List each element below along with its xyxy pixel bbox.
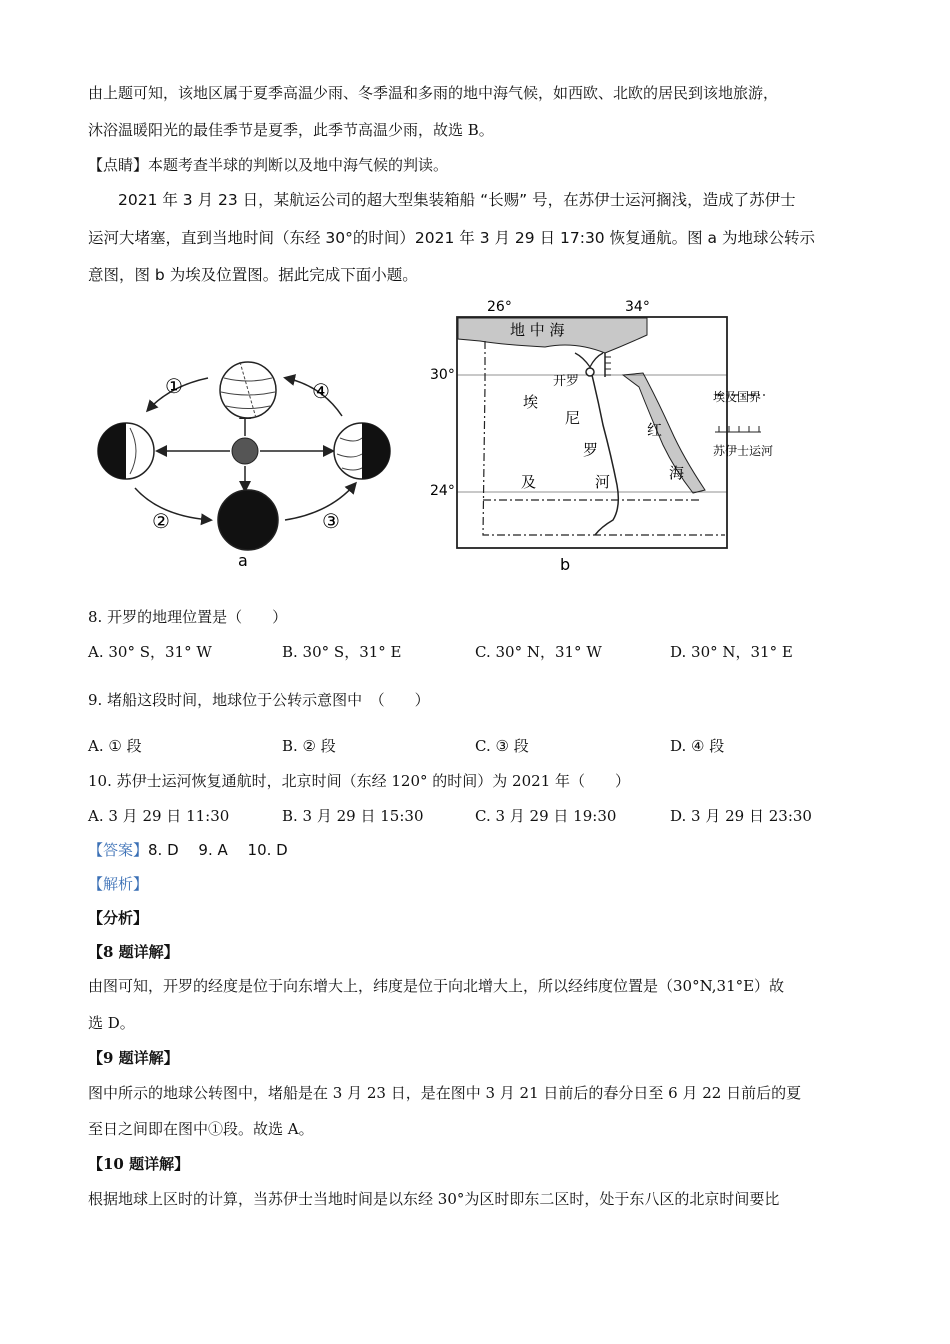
orbit-label-3: ③ xyxy=(322,509,340,533)
question-8-stem: 8. 开罗的地理位置是（ ） xyxy=(88,608,288,626)
map-label-cairo: 开罗 xyxy=(553,374,580,389)
passage-line-3: 意图，图 b 为埃及位置图。据此完成下面小题。 xyxy=(88,266,418,284)
map-label-nile-2: 罗 xyxy=(583,441,599,459)
map-label-mediterranean: 地 中 海 xyxy=(510,321,565,339)
q10-option-a: A. 3 月 29 日 11:30 xyxy=(88,807,230,825)
q8-option-a: A. 30° S，31° W xyxy=(88,643,212,661)
q8-detail-line-1: 由图可知，开罗的经度是位于向东增大上，纬度是位于向北增大上，所以经纬度位置是（30°N,31°E）故 xyxy=(88,977,785,995)
q10-option-d: D. 3 月 29 日 23:30 xyxy=(670,807,812,825)
earth-bottom-icon xyxy=(218,490,278,550)
lat-label-24: 24° xyxy=(430,483,455,499)
legend-canal-label: 苏伊士运河 xyxy=(713,444,774,458)
q9-option-a: A. ① 段 xyxy=(88,737,142,755)
intro-line-1: 由上题可知，该地区属于夏季高温少雨、冬季温和多雨的地中海气候，如西欧、北欧的居民到该地旅游， xyxy=(88,84,779,102)
intro-note: 【点睛】本题考查半球的判断以及地中海气候的判读。 xyxy=(88,156,449,174)
earth-top-icon xyxy=(220,362,276,418)
q10-option-c: C. 3 月 29 日 19:30 xyxy=(475,807,617,825)
lon-label-26: 26° xyxy=(487,299,512,315)
q9-option-d: D. ④ 段 xyxy=(670,737,725,755)
intro-line-2: 沐浴温暖阳光的最佳季节是夏季，此季节高温少雨，故选 B。 xyxy=(88,121,494,139)
earth-right-icon xyxy=(334,423,390,479)
q9-option-c: C. ③ 段 xyxy=(475,737,529,755)
lon-label-34: 34° xyxy=(625,299,650,315)
figure-a-orbit-diagram xyxy=(90,298,410,583)
analysis-label: 【解析】 xyxy=(88,875,149,893)
figure-b-caption: b xyxy=(560,555,571,574)
answer-text: 8. D 9. A 10. D xyxy=(148,841,288,859)
earth-left-icon xyxy=(98,423,154,479)
legend-border-label: 埃及国界 xyxy=(713,390,762,404)
map-label-egypt-1: 埃 xyxy=(523,393,539,411)
figure-a-caption: a xyxy=(238,551,248,570)
map-label-red-sea-2: 海 xyxy=(669,464,685,482)
q10-detail-line-1: 根据地球上区时的计算，当苏伊士当地时间是以东经 30°为区时即东二区时，处于东八区的北京时间要比 xyxy=(88,1190,780,1208)
passage-line-1: 2021 年 3 月 23 日，某航运公司的超大型集装箱船 “长赐” 号，在苏伊士运河搁浅，造成了苏伊士 xyxy=(118,191,796,209)
q8-option-c: C. 30° N，31° W xyxy=(475,643,602,661)
question-10-stem: 10. 苏伊士运河恢复通航时，北京时间（东经 120° 的时间）为 2021 年（ ） xyxy=(88,772,631,790)
q8-detail-title: 【8 题详解】 xyxy=(88,943,179,961)
cairo-marker-icon xyxy=(586,368,594,376)
orbit-label-2: ② xyxy=(152,509,170,533)
passage-line-2: 运河大堵塞，直到当地时间（东经 30°的时间）2021 年 3 月 29 日 17:30 恢复通航。图 a 为地球公转示 xyxy=(88,229,815,247)
answer-line xyxy=(88,839,288,860)
fenxi-label: 【分析】 xyxy=(88,909,149,927)
question-9-stem: 9. 堵船这段时间，地球位于公转示意图中 （ ） xyxy=(88,691,430,709)
q8-option-d: D. 30° N，31° E xyxy=(670,643,793,661)
q8-detail-line-2: 选 D。 xyxy=(88,1014,135,1032)
map-label-nile-1: 尼 xyxy=(565,409,581,427)
q9-option-b: B. ② 段 xyxy=(282,737,336,755)
q9-detail-line-2: 至日之间即在图中①段。故选 A。 xyxy=(88,1120,314,1138)
orbit-label-1: ① xyxy=(165,374,183,398)
sun-icon xyxy=(232,438,258,464)
q9-detail-line-1: 图中所示的地球公转图中，堵船是在 3 月 23 日，是在图中 3 月 21 日前后的春分日至 6 月 22 日前后的夏 xyxy=(88,1084,802,1102)
q10-detail-title: 【10 题详解】 xyxy=(88,1155,190,1173)
map-label-egypt-2: 及 xyxy=(521,473,537,491)
map-label-nile-3: 河 xyxy=(595,473,611,491)
answer-label: 【答案】 xyxy=(88,841,149,859)
q9-detail-title: 【9 题详解】 xyxy=(88,1049,179,1067)
orbit-label-4: ④ xyxy=(312,379,330,403)
map-label-red-sea-1: 红 xyxy=(647,421,663,439)
q8-option-b: B. 30° S，31° E xyxy=(282,643,402,661)
figure-b-egypt-map xyxy=(425,295,795,580)
lat-label-30: 30° xyxy=(430,367,455,383)
q10-option-b: B. 3 月 29 日 15:30 xyxy=(282,807,424,825)
